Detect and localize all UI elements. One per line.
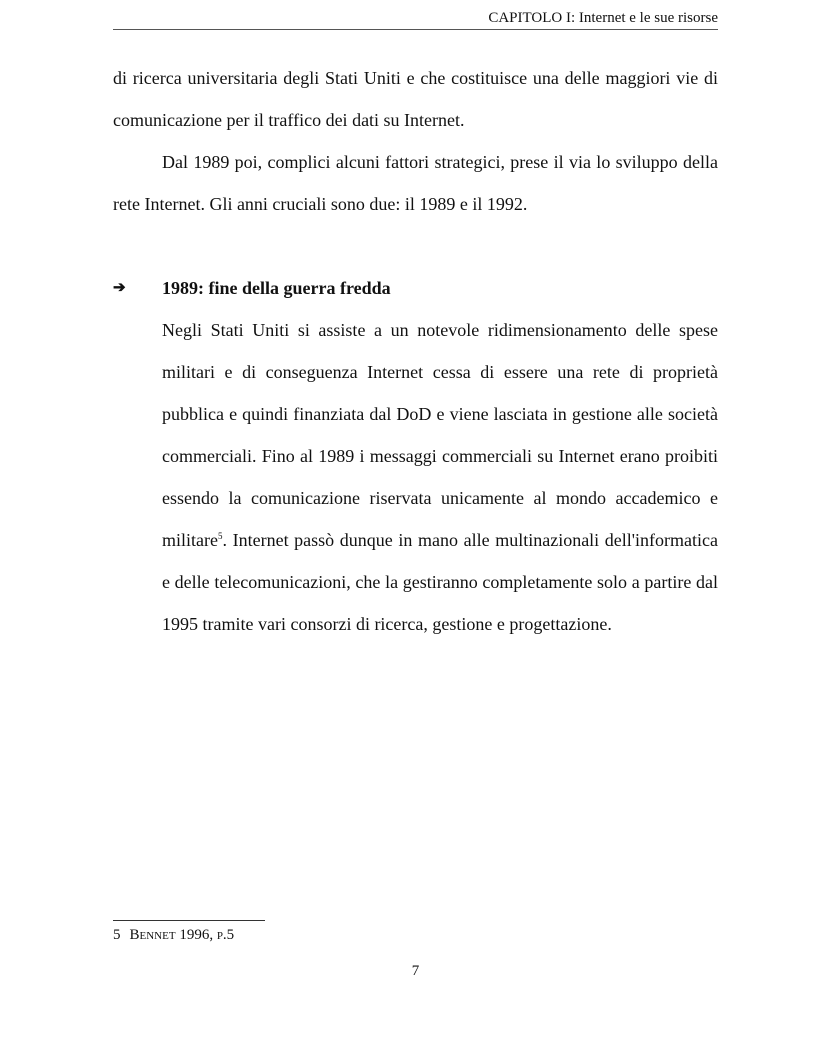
- footnote-number: 5: [113, 927, 121, 943]
- paragraph-continuation: di ricerca universitaria degli Stati Uniti e che costituisce una delle maggiori vie di comunicazione per il traffico dei dati su Internet.: [113, 68, 718, 130]
- footnote-reference[interactable]: 5: [217, 531, 223, 541]
- running-header: CAPITOLO I: Internet e le sue risorse: [488, 10, 718, 26]
- footnote-page-ref: p.5: [216, 927, 235, 943]
- section-heading: [113, 267, 718, 309]
- arrow-bullet-icon: ➔: [113, 280, 126, 296]
- footnote: [113, 926, 234, 944]
- section-text-before-note: Negli Stati Uniti si assiste a un notevole ridimensionamento delle spese militari e di conseguenza Internet cessa di essere una rete di proprietà pubblica e quindi finanziata dal DoD e viene lasciata in gestione alle società commerciali. Fino al 1989 i messaggi commerciali su Internet erano proibiti essendo la comunicazione riservata unicamente al mondo accademico e militare: [162, 320, 718, 550]
- section-heading-text: 1989: fine della guerra fredda: [162, 278, 391, 298]
- section-body: [113, 309, 718, 645]
- section-text-after-note: . Internet passò dunque in mano alle multinazionali dell'informatica e delle telecomunicazioni, che la gestiranno completamente solo a partire dal 1995 tramite vari consorzi di ricerca, gestione e progettazione.: [162, 530, 718, 634]
- footnote-rule: [113, 920, 265, 921]
- footnote-author: Bennet: [129, 927, 176, 943]
- page-number: 7: [411, 963, 420, 979]
- paragraph-development: Dal 1989 poi, complici alcuni fattori strategici, prese il via lo sviluppo della rete Internet. Gli anni cruciali sono due: il 1989 e il 1992.: [113, 152, 718, 214]
- footnote-citation: 1996,: [175, 927, 217, 943]
- body-text: [113, 57, 718, 645]
- header-rule: [113, 29, 718, 30]
